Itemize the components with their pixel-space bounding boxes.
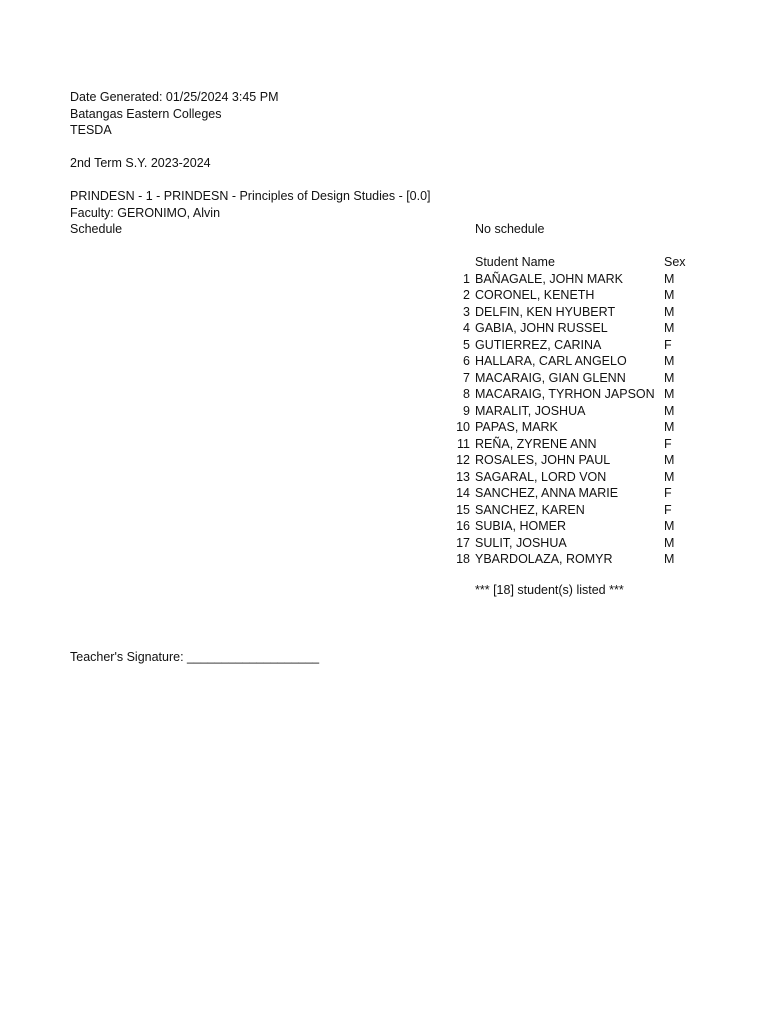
student-name: YBARDOLAZA, ROMYR bbox=[475, 552, 613, 566]
student-name: ROSALES, JOHN PAUL bbox=[475, 453, 611, 467]
student-name: CORONEL, KENETH bbox=[475, 288, 595, 302]
student-sex: M bbox=[664, 519, 675, 533]
student-number: 17 bbox=[456, 535, 470, 550]
table-row bbox=[440, 304, 694, 321]
student-number: 12 bbox=[456, 453, 470, 467]
student-sex: M bbox=[664, 271, 675, 286]
student-name: DELFIN, KEN HYUBERT bbox=[475, 304, 616, 319]
student-name: BAÑAGALE, JOHN MARK bbox=[475, 271, 623, 286]
student-number: 4 bbox=[463, 321, 470, 335]
program-name: TESDA bbox=[70, 123, 112, 137]
student-number: 3 bbox=[463, 304, 470, 319]
table-row bbox=[440, 320, 694, 337]
schedule-label: Schedule bbox=[70, 222, 123, 236]
table-row bbox=[440, 452, 694, 469]
student-number: 7 bbox=[463, 370, 470, 385]
table-row bbox=[440, 403, 694, 420]
roster-summary: *** [18] student(s) listed *** bbox=[475, 583, 624, 597]
student-sex: M bbox=[664, 552, 675, 566]
date-generated: Date Generated: 01/25/2024 3:45 PM bbox=[70, 90, 279, 104]
schedule-value: No schedule bbox=[475, 222, 545, 236]
table-row bbox=[440, 551, 694, 568]
student-sex: M bbox=[664, 403, 675, 418]
teacher-signature-line: Teacher's Signature: ___________________ bbox=[70, 650, 320, 664]
student-number: 10 bbox=[456, 420, 470, 434]
student-sex: F bbox=[664, 486, 672, 500]
table-row bbox=[440, 271, 694, 288]
student-sex: M bbox=[664, 469, 675, 484]
student-sex: M bbox=[664, 354, 675, 368]
student-number: 1 bbox=[463, 271, 470, 286]
student-name: MACARAIG, GIAN GLENN bbox=[475, 370, 626, 385]
student-sex: M bbox=[664, 387, 675, 401]
student-name: SANCHEZ, ANNA MARIE bbox=[475, 486, 619, 500]
student-name: GUTIERREZ, CARINA bbox=[475, 337, 602, 352]
course-info bbox=[70, 188, 431, 238]
term-label: 2nd Term S.Y. 2023-2024 bbox=[70, 156, 211, 170]
student-name: MACARAIG, TYRHON JAPSON bbox=[475, 387, 655, 401]
student-number: 2 bbox=[463, 288, 470, 302]
student-name: GABIA, JOHN RUSSEL bbox=[475, 321, 608, 335]
student-sex: M bbox=[664, 453, 675, 467]
student-sex: F bbox=[664, 502, 672, 517]
roster-header-row bbox=[440, 254, 694, 271]
column-header-student-name: Student Name bbox=[475, 255, 555, 269]
student-number: 18 bbox=[456, 552, 470, 566]
table-row bbox=[440, 386, 694, 403]
table-row bbox=[440, 353, 694, 370]
student-name: SANCHEZ, KAREN bbox=[475, 502, 585, 517]
student-number: 11 bbox=[457, 436, 470, 451]
report-header bbox=[70, 89, 278, 139]
student-name: REÑA, ZYRENE ANN bbox=[475, 436, 597, 451]
student-name: SAGARAL, LORD VON bbox=[475, 469, 607, 484]
table-row bbox=[440, 535, 694, 552]
student-name: MARALIT, JOSHUA bbox=[475, 403, 586, 418]
student-sex: F bbox=[664, 337, 672, 352]
student-number: 16 bbox=[456, 519, 470, 533]
course-title: PRINDESN - 1 - PRINDESN - Principles of Design Studies - [0.0] bbox=[70, 189, 431, 203]
student-number: 5 bbox=[463, 337, 470, 352]
column-header-sex: Sex bbox=[664, 255, 686, 269]
table-row bbox=[440, 337, 694, 354]
student-sex: M bbox=[664, 535, 675, 550]
student-sex: M bbox=[664, 321, 675, 335]
table-row bbox=[440, 370, 694, 387]
student-name: HALLARA, CARL ANGELO bbox=[475, 354, 627, 368]
table-row bbox=[440, 436, 694, 453]
student-name: SULIT, JOSHUA bbox=[475, 535, 567, 550]
table-row bbox=[440, 502, 694, 519]
table-row bbox=[440, 485, 694, 502]
student-name: SUBIA, HOMER bbox=[475, 519, 566, 533]
table-row bbox=[440, 518, 694, 535]
school-name: Batangas Eastern Colleges bbox=[70, 106, 222, 121]
student-sex: M bbox=[664, 420, 675, 434]
roster-rows bbox=[440, 271, 694, 568]
student-sex: F bbox=[664, 436, 672, 451]
faculty-name: Faculty: GERONIMO, Alvin bbox=[70, 205, 221, 220]
student-number: 15 bbox=[456, 502, 470, 517]
student-sex: M bbox=[664, 370, 675, 385]
table-row bbox=[440, 419, 694, 436]
student-roster bbox=[440, 254, 694, 568]
table-row bbox=[440, 469, 694, 486]
table-row bbox=[440, 287, 694, 304]
student-sex: M bbox=[664, 288, 675, 302]
student-sex: M bbox=[664, 304, 675, 319]
student-number: 6 bbox=[463, 354, 470, 368]
student-number: 8 bbox=[463, 387, 470, 401]
student-number: 13 bbox=[456, 469, 470, 484]
student-number: 14 bbox=[456, 486, 470, 500]
student-number: 9 bbox=[463, 403, 470, 418]
student-name: PAPAS, MARK bbox=[475, 420, 558, 434]
